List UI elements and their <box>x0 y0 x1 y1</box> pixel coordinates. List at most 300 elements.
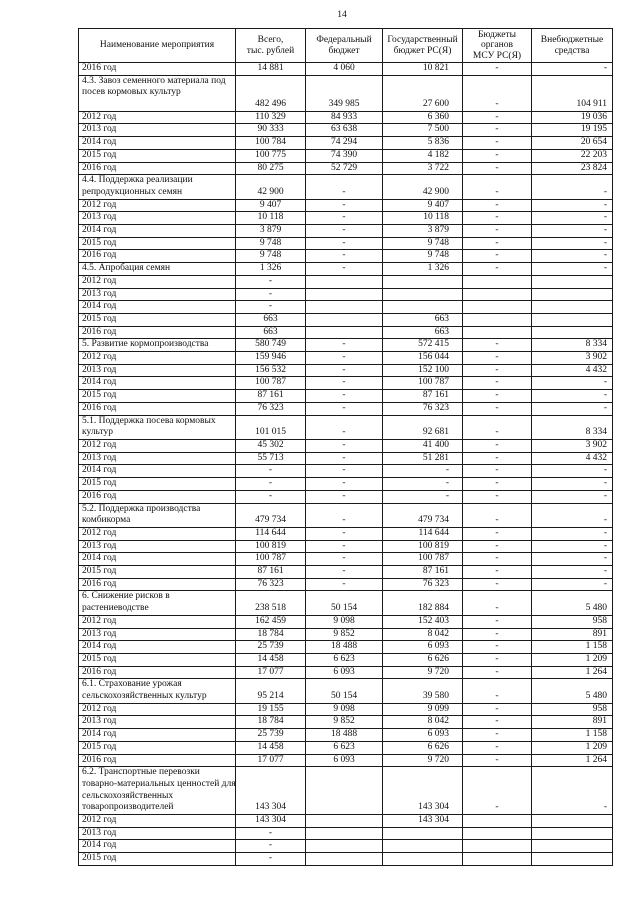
extrabudgetary-cell: - <box>532 566 613 579</box>
state-budget-cell: 6 093 <box>383 641 463 654</box>
year-row <box>79 703 613 716</box>
year-row <box>79 250 613 263</box>
federal-budget-cell: - <box>306 263 383 276</box>
section-row <box>79 591 613 615</box>
extrabudgetary-cell: - <box>532 553 613 566</box>
header-label-line: Федеральный <box>316 34 372 45</box>
extrabudgetary-cell: - <box>532 465 613 478</box>
state-budget-cell: 156 044 <box>383 352 463 365</box>
extrabudgetary-cell <box>532 326 613 339</box>
extrabudgetary-cell <box>532 275 613 288</box>
year-row <box>79 137 613 150</box>
year-row <box>79 641 613 654</box>
federal-budget-cell: - <box>306 364 383 377</box>
total-cell: 19 155 <box>236 703 306 716</box>
total-cell: 9 748 <box>236 237 306 250</box>
year-label-cell <box>79 137 236 150</box>
item-name-line: 4.3. Завоз семенного материала под <box>82 75 226 86</box>
state-budget-cell: 76 323 <box>383 578 463 591</box>
year-label-cell <box>79 815 236 828</box>
year-row <box>79 352 613 365</box>
municipal-budget-cell: - <box>463 364 532 377</box>
year-row <box>79 853 613 866</box>
extrabudgetary-cell: - <box>532 402 613 415</box>
year-label-cell <box>79 716 236 729</box>
state-budget-cell: 1 326 <box>383 263 463 276</box>
header-federal-budget <box>306 29 383 63</box>
item-name-line: посев кормовых культур <box>82 87 181 98</box>
item-name-line: культур <box>82 427 114 438</box>
municipal-budget-cell: - <box>463 377 532 390</box>
total-cell: 114 644 <box>236 527 306 540</box>
item-name-cell <box>79 415 236 439</box>
year-label-cell <box>79 641 236 654</box>
extrabudgetary-cell: 20 654 <box>532 137 613 150</box>
year-label: 2012 год <box>82 352 117 363</box>
total-cell: 17 077 <box>236 666 306 679</box>
federal-budget-cell: 9 852 <box>306 628 383 641</box>
extrabudgetary-cell: 19 195 <box>532 124 613 137</box>
item-name-line: сельскохозяйственных <box>82 790 174 801</box>
federal-budget-cell: 6 093 <box>306 754 383 767</box>
municipal-budget-cell: - <box>463 339 532 352</box>
municipal-budget-cell: - <box>463 653 532 666</box>
state-budget-cell <box>383 840 463 853</box>
total-cell: 10 118 <box>236 212 306 225</box>
federal-budget-cell: 18 488 <box>306 641 383 654</box>
extrabudgetary-cell: 23 824 <box>532 162 613 175</box>
extrabudgetary-cell: - <box>532 63 613 76</box>
state-budget-cell <box>383 853 463 866</box>
year-row <box>79 666 613 679</box>
municipal-budget-cell <box>463 827 532 840</box>
year-row <box>79 615 613 628</box>
year-label: 2014 год <box>82 641 117 652</box>
header-label-line: Государственный <box>387 34 458 45</box>
total-cell: 580 749 <box>236 339 306 352</box>
year-label: 2015 год <box>82 478 117 489</box>
municipal-budget-cell: - <box>463 111 532 124</box>
year-label-cell <box>79 402 236 415</box>
extrabudgetary-cell <box>532 815 613 828</box>
state-budget-cell: 9 720 <box>383 666 463 679</box>
federal-budget-cell: - <box>306 478 383 491</box>
year-row <box>79 288 613 301</box>
item-name-cell <box>79 503 236 527</box>
year-label: 2016 год <box>82 250 117 261</box>
header-state-budget <box>383 29 463 63</box>
year-label: 2014 год <box>82 137 117 148</box>
year-label-cell <box>79 326 236 339</box>
total-cell: 14 458 <box>236 741 306 754</box>
municipal-budget-cell <box>463 288 532 301</box>
year-label-cell <box>79 275 236 288</box>
federal-budget-cell <box>306 853 383 866</box>
state-budget-cell: 39 580 <box>383 679 463 703</box>
federal-budget-cell: 6 623 <box>306 653 383 666</box>
year-label-cell <box>79 452 236 465</box>
federal-budget-cell: - <box>306 415 383 439</box>
year-row <box>79 313 613 326</box>
header-label-line: Всего, <box>257 34 284 45</box>
year-row <box>79 653 613 666</box>
municipal-budget-cell: - <box>463 75 532 111</box>
municipal-budget-cell: - <box>463 237 532 250</box>
total-cell: 90 333 <box>236 124 306 137</box>
federal-budget-cell: 18 488 <box>306 729 383 742</box>
header-label-line: тыс. рублей <box>246 45 295 56</box>
year-label: 2016 год <box>82 402 117 413</box>
extrabudgetary-cell: - <box>532 225 613 238</box>
year-label: 2014 год <box>82 377 117 388</box>
total-cell: 14 458 <box>236 653 306 666</box>
total-cell: 87 161 <box>236 390 306 403</box>
state-budget-cell: 100 787 <box>383 377 463 390</box>
total-cell: 663 <box>236 313 306 326</box>
year-label-cell <box>79 377 236 390</box>
extrabudgetary-cell <box>532 313 613 326</box>
total-cell: 14 881 <box>236 63 306 76</box>
section-row <box>79 75 613 111</box>
section-row <box>79 767 613 815</box>
year-row <box>79 465 613 478</box>
total-cell: 101 015 <box>236 415 306 439</box>
year-label: 2014 год <box>82 301 117 312</box>
state-budget-cell: 5 836 <box>383 137 463 150</box>
extrabudgetary-cell: 891 <box>532 628 613 641</box>
extrabudgetary-cell: 19 036 <box>532 111 613 124</box>
federal-budget-cell: - <box>306 578 383 591</box>
year-label: 2013 год <box>82 364 117 375</box>
state-budget-cell: 182 884 <box>383 591 463 615</box>
year-label: 2013 год <box>82 288 117 299</box>
extrabudgetary-cell: - <box>532 250 613 263</box>
federal-budget-cell: 9 852 <box>306 716 383 729</box>
year-row <box>79 162 613 175</box>
year-label: 2013 год <box>82 628 117 639</box>
year-label: 2013 год <box>82 540 117 551</box>
municipal-budget-cell: - <box>463 250 532 263</box>
state-budget-cell: 51 281 <box>383 452 463 465</box>
year-label: 2015 год <box>82 853 117 864</box>
total-cell: 18 784 <box>236 628 306 641</box>
state-budget-cell: - <box>383 478 463 491</box>
federal-budget-cell: - <box>306 175 383 199</box>
federal-budget-cell: - <box>306 452 383 465</box>
state-budget-cell: 143 304 <box>383 815 463 828</box>
year-label-cell <box>79 566 236 579</box>
header-label-line: средства <box>554 45 590 56</box>
total-cell: 100 775 <box>236 149 306 162</box>
state-budget-cell: 9 748 <box>383 250 463 263</box>
state-budget-cell: 663 <box>383 313 463 326</box>
state-budget-cell: - <box>383 490 463 503</box>
federal-budget-cell: - <box>306 225 383 238</box>
item-name-line: растениеводстве <box>82 603 149 614</box>
year-row <box>79 741 613 754</box>
municipal-budget-cell: - <box>463 225 532 238</box>
extrabudgetary-cell: - <box>532 175 613 199</box>
state-budget-cell: 8 042 <box>383 628 463 641</box>
year-row <box>79 553 613 566</box>
state-budget-cell: 3 722 <box>383 162 463 175</box>
year-row <box>79 275 613 288</box>
state-budget-cell: 6 626 <box>383 653 463 666</box>
municipal-budget-cell <box>463 326 532 339</box>
total-cell: 663 <box>236 326 306 339</box>
federal-budget-cell: 349 985 <box>306 75 383 111</box>
federal-budget-cell: - <box>306 490 383 503</box>
year-row <box>79 716 613 729</box>
year-row <box>79 225 613 238</box>
federal-budget-cell: - <box>306 339 383 352</box>
year-label-cell <box>79 754 236 767</box>
item-name-line: 5.1. Поддержка посева кормовых <box>82 415 216 426</box>
federal-budget-cell: 74 294 <box>306 137 383 150</box>
header-label-line: Бюджеты <box>477 29 517 40</box>
extrabudgetary-cell: 8 334 <box>532 339 613 352</box>
year-label-cell <box>79 615 236 628</box>
year-label: 2012 год <box>82 111 117 122</box>
total-cell: 238 518 <box>236 591 306 615</box>
header-label-line: Наименование мероприятия <box>99 40 215 51</box>
extrabudgetary-cell: 1 209 <box>532 653 613 666</box>
item-name-line: товаропроизводителей <box>82 802 174 813</box>
federal-budget-cell <box>306 827 383 840</box>
federal-budget-cell <box>306 313 383 326</box>
year-row <box>79 452 613 465</box>
year-label-cell <box>79 478 236 491</box>
year-label: 2013 год <box>82 212 117 223</box>
municipal-budget-cell: - <box>463 390 532 403</box>
municipal-budget-cell: - <box>463 703 532 716</box>
federal-budget-cell: 50 154 <box>306 679 383 703</box>
year-label-cell <box>79 149 236 162</box>
total-cell: 76 323 <box>236 402 306 415</box>
total-cell: - <box>236 465 306 478</box>
municipal-budget-cell: - <box>463 566 532 579</box>
federal-budget-cell: - <box>306 553 383 566</box>
header-label-line: МСУ РС(Я) <box>472 50 522 61</box>
extrabudgetary-cell: 958 <box>532 703 613 716</box>
state-budget-cell: 9 748 <box>383 237 463 250</box>
year-label: 2014 год <box>82 840 117 851</box>
total-cell: 45 302 <box>236 439 306 452</box>
municipal-budget-cell: - <box>463 465 532 478</box>
total-cell: 17 077 <box>236 754 306 767</box>
federal-budget-cell: - <box>306 402 383 415</box>
year-label: 2014 год <box>82 729 117 740</box>
municipal-budget-cell: - <box>463 124 532 137</box>
extrabudgetary-cell: 5 480 <box>532 591 613 615</box>
state-budget-cell: 9 407 <box>383 199 463 212</box>
year-label-cell <box>79 63 236 76</box>
total-cell: 87 161 <box>236 566 306 579</box>
year-label-cell <box>79 111 236 124</box>
year-row <box>79 478 613 491</box>
extrabudgetary-cell <box>532 853 613 866</box>
year-label: 2013 год <box>82 827 117 838</box>
municipal-budget-cell: - <box>463 615 532 628</box>
year-label-cell <box>79 162 236 175</box>
item-name-cell <box>79 591 236 615</box>
municipal-budget-cell <box>463 275 532 288</box>
extrabudgetary-cell: - <box>532 237 613 250</box>
year-label: 2015 год <box>82 237 117 248</box>
year-row <box>79 364 613 377</box>
extrabudgetary-cell: - <box>532 578 613 591</box>
extrabudgetary-cell: - <box>532 490 613 503</box>
municipal-budget-cell: - <box>463 415 532 439</box>
year-label-cell <box>79 250 236 263</box>
year-label-cell <box>79 199 236 212</box>
item-name-line: 6. Снижение рисков в <box>82 591 170 602</box>
state-budget-cell: 87 161 <box>383 390 463 403</box>
extrabudgetary-cell: 1 264 <box>532 754 613 767</box>
year-label-cell <box>79 653 236 666</box>
municipal-budget-cell: - <box>463 767 532 815</box>
municipal-budget-cell: - <box>463 439 532 452</box>
year-label-cell <box>79 729 236 742</box>
extrabudgetary-cell: 1 209 <box>532 741 613 754</box>
state-budget-cell: 10 118 <box>383 212 463 225</box>
municipal-budget-cell: - <box>463 628 532 641</box>
federal-budget-cell <box>306 275 383 288</box>
item-name-cell <box>79 75 236 111</box>
state-budget-cell <box>383 301 463 314</box>
extrabudgetary-cell: - <box>532 767 613 815</box>
year-label: 2012 год <box>82 703 117 714</box>
year-row <box>79 377 613 390</box>
federal-budget-cell: 4 060 <box>306 63 383 76</box>
page-number: 14 <box>337 10 347 20</box>
state-budget-cell: 572 415 <box>383 339 463 352</box>
municipal-budget-cell: - <box>463 716 532 729</box>
total-cell: 100 819 <box>236 540 306 553</box>
municipal-budget-cell: - <box>463 175 532 199</box>
municipal-budget-cell: - <box>463 741 532 754</box>
total-cell: - <box>236 490 306 503</box>
header-row <box>79 29 613 63</box>
year-label-cell <box>79 578 236 591</box>
state-budget-cell: 6 626 <box>383 741 463 754</box>
header-extrabudgetary-funds <box>532 29 613 63</box>
item-name-line: комбикорма <box>82 515 131 526</box>
extrabudgetary-cell: - <box>532 263 613 276</box>
year-row <box>79 124 613 137</box>
year-label-cell <box>79 237 236 250</box>
total-cell: - <box>236 840 306 853</box>
municipal-budget-cell: - <box>463 212 532 225</box>
total-cell: 1 326 <box>236 263 306 276</box>
state-budget-cell: 152 403 <box>383 615 463 628</box>
year-label: 2015 год <box>82 149 117 160</box>
extrabudgetary-cell: - <box>532 377 613 390</box>
extrabudgetary-cell: 958 <box>532 615 613 628</box>
year-label-cell <box>79 827 236 840</box>
year-label: 2013 год <box>82 452 117 463</box>
total-cell: 9 407 <box>236 199 306 212</box>
state-budget-cell: 100 819 <box>383 540 463 553</box>
year-row <box>79 827 613 840</box>
extrabudgetary-cell: - <box>532 199 613 212</box>
municipal-budget-cell: - <box>463 754 532 767</box>
year-row <box>79 754 613 767</box>
year-label: 2015 год <box>82 390 117 401</box>
federal-budget-cell <box>306 840 383 853</box>
item-name-line: 6.1. Страхование урожая <box>82 679 182 690</box>
header-municipal-budgets <box>463 29 532 63</box>
federal-budget-cell: - <box>306 212 383 225</box>
federal-budget-cell: - <box>306 199 383 212</box>
item-name-cell <box>79 767 236 815</box>
state-budget-cell: 100 787 <box>383 553 463 566</box>
municipal-budget-cell <box>463 815 532 828</box>
year-label: 2016 год <box>82 578 117 589</box>
extrabudgetary-cell: - <box>532 390 613 403</box>
section-row <box>79 503 613 527</box>
item-name-line: товарно-материальных ценностей для <box>82 778 236 789</box>
total-cell: 100 784 <box>236 137 306 150</box>
header-label-line: Внебюджетные <box>540 34 604 45</box>
federal-budget-cell: 63 638 <box>306 124 383 137</box>
state-budget-cell: 8 042 <box>383 716 463 729</box>
municipal-budget-cell <box>463 840 532 853</box>
federal-budget-cell <box>306 288 383 301</box>
header-label-line: бюджет <box>328 45 360 56</box>
federal-budget-cell: 74 390 <box>306 149 383 162</box>
total-cell: 162 459 <box>236 615 306 628</box>
extrabudgetary-cell: 3 902 <box>532 439 613 452</box>
municipal-budget-cell: - <box>463 527 532 540</box>
year-label-cell <box>79 666 236 679</box>
total-cell: - <box>236 288 306 301</box>
year-row <box>79 566 613 579</box>
state-budget-cell: 9 720 <box>383 754 463 767</box>
municipal-budget-cell: - <box>463 149 532 162</box>
municipal-budget-cell <box>463 301 532 314</box>
extrabudgetary-cell: 5 480 <box>532 679 613 703</box>
table-header <box>79 29 613 63</box>
federal-budget-cell: - <box>306 566 383 579</box>
year-label-cell <box>79 301 236 314</box>
item-name-cell <box>79 339 236 352</box>
year-label-cell <box>79 628 236 641</box>
year-label-cell <box>79 390 236 403</box>
federal-budget-cell: - <box>306 237 383 250</box>
total-cell: 482 496 <box>236 75 306 111</box>
year-label: 2015 год <box>82 653 117 664</box>
table-body <box>79 63 613 866</box>
state-budget-cell: 6 093 <box>383 729 463 742</box>
year-label: 2016 год <box>82 666 117 677</box>
state-budget-cell: 114 644 <box>383 527 463 540</box>
municipal-budget-cell: - <box>463 641 532 654</box>
state-budget-cell: 7 500 <box>383 124 463 137</box>
total-cell: - <box>236 478 306 491</box>
municipal-budget-cell: - <box>463 553 532 566</box>
item-name-line: 5.2. Поддержка производства <box>82 503 201 514</box>
section-row <box>79 415 613 439</box>
total-cell: 18 784 <box>236 716 306 729</box>
state-budget-cell <box>383 275 463 288</box>
year-row <box>79 63 613 76</box>
year-label-cell <box>79 364 236 377</box>
item-name-line: 4.4. Поддержка реализации <box>82 175 193 186</box>
item-name-line: сельскохозяйственных культур <box>82 691 207 702</box>
federal-budget-cell: 6 623 <box>306 741 383 754</box>
state-budget-cell: 663 <box>383 326 463 339</box>
